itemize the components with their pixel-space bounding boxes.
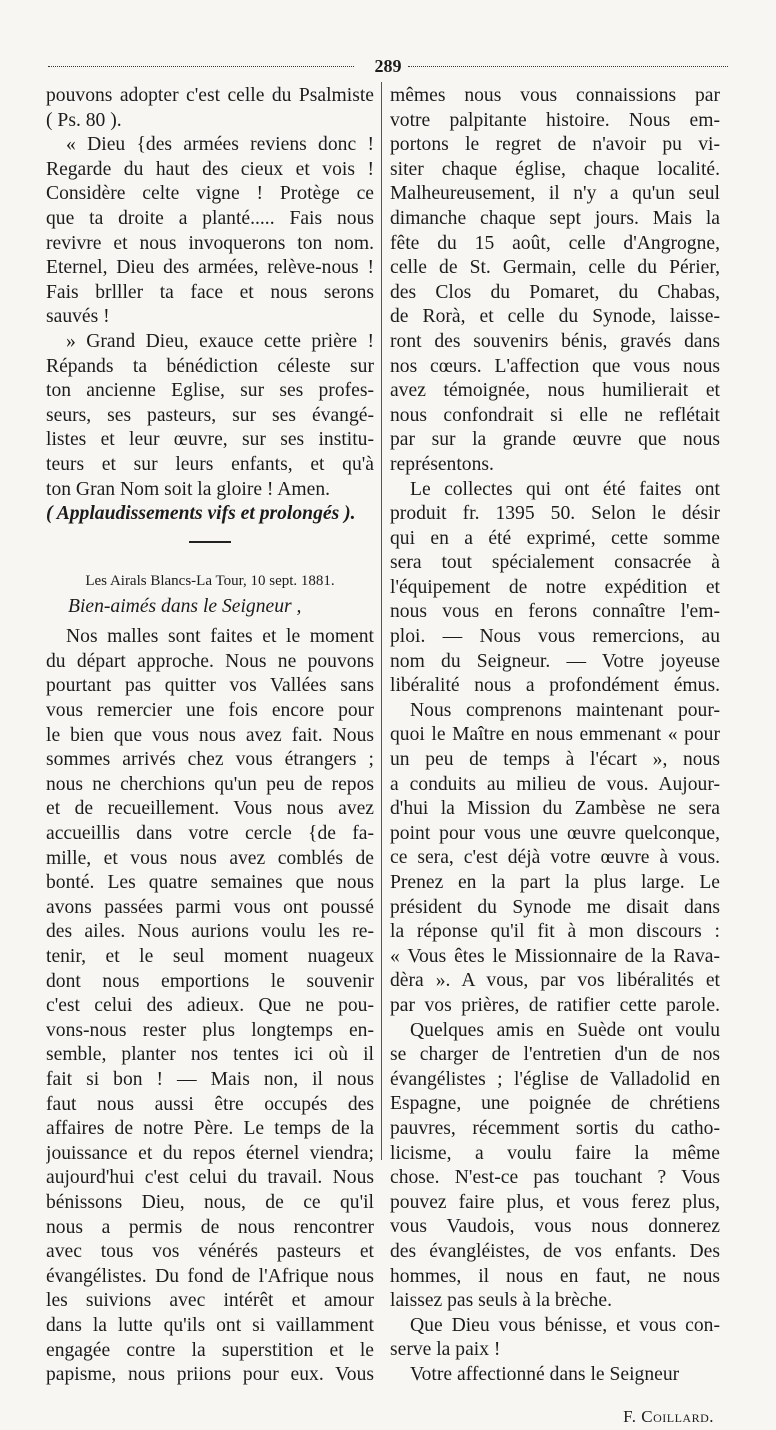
text-line: évangélistes ; l'église de Valladolid en — [390, 1068, 720, 1090]
letter-body-part2 — [390, 84, 720, 1387]
text-line: se charger de l'entretien d'un de nos — [390, 1044, 720, 1066]
text-line: tenir, et le seul moment nuageux — [46, 946, 374, 967]
right-column — [390, 84, 720, 1430]
text-line: les suivions avec intérêt et amour — [46, 1290, 374, 1312]
text-line: nous ne cherchions qu'un peu de repos — [46, 773, 374, 795]
text-line: accueillis dans votre cercle {de fa- — [46, 823, 374, 845]
text-line: nous confondrait si elle ne reflétait — [390, 404, 720, 426]
letter-body-part1 — [46, 625, 374, 1387]
text-line: a conduits au milieu de vous. Aujour- — [390, 773, 720, 795]
text-line: portons le regret de n'avoir pu vi- — [390, 134, 720, 156]
header-rule-left — [48, 66, 354, 68]
text-line: semble, planter nos tentes ici où il — [46, 1044, 374, 1066]
page-header — [48, 56, 728, 78]
text-line: siter chaque église, chaque localité. — [390, 158, 720, 180]
text-line: serve la paix ! — [390, 1339, 501, 1361]
text-line: Malheureusement, il n'y a qu'un seul — [390, 183, 720, 205]
text-line: Que Dieu vous bénisse, et vous con- — [410, 1314, 720, 1336]
page-number: 289 — [374, 56, 402, 76]
text-line: celle de St. Germain, celle du Périer, — [390, 257, 720, 279]
text-line: par sur la grande œuvre que nous — [390, 429, 720, 451]
text-line: président du Synode me disait dans — [390, 896, 720, 918]
text-line: de Rorà, et celle du Synode, laisse- — [390, 306, 720, 328]
text-line: Prenez en la part la plus large. Le — [390, 872, 720, 893]
text-line: Le collectes qui ont été faites ont — [410, 478, 720, 500]
text-line: mêmes nous vous connaissions par — [390, 85, 720, 106]
text-line: la réponse qu'il fit à mon discours : — [390, 921, 720, 943]
text-line: seurs, ses pasteurs, sur ses évangé- — [46, 404, 374, 426]
text-line: du départ approche. Nous ne pouvons — [46, 650, 374, 672]
text-line: que ta droite a planté..... Fais nous — [46, 207, 374, 229]
text-line: Considère celte vigne ! Protège ce — [46, 183, 374, 205]
text-line: ce sera, c'est déjà votre œuvre à vous. — [390, 847, 720, 869]
text-line: votre palpitante histoire. Nous em- — [390, 109, 720, 131]
text-line: le bien que vous nous avez fait. Nous — [46, 724, 374, 746]
text-line: chose. N'est-ce pas touchant ? Vous — [390, 1167, 720, 1189]
text-line: ton Gran Nom soit la gloire ! Amen. — [46, 478, 331, 500]
text-line: un peu de temps à l'écart », nous — [390, 749, 720, 771]
text-line: avons passées parmi vous ont poussé — [46, 896, 374, 918]
text-line: ploi. — Nous vous remercions, au — [390, 626, 720, 648]
text-line: nom du Seigneur. — Votre joyeuse — [390, 650, 720, 672]
text-line: « Dieu {des armées reviens donc ! — [66, 134, 374, 156]
text-line: Fais brlller ta face et nous serons — [46, 281, 374, 303]
text-line: Eternel, Dieu des armées, relève-nous ! — [46, 257, 374, 279]
text-line: pouvez faire plus, et vous ferez plus, — [390, 1191, 720, 1213]
section-separator — [189, 541, 231, 543]
text-line: point pour vous une œuvre quelconque, — [390, 822, 720, 844]
text-line: Regarde du haut des cieux et vois ! — [46, 158, 374, 180]
text-line: dont nous emportions le souvenir — [46, 970, 374, 992]
text-line: papisme, nous priions pour eux. Vous — [46, 1364, 374, 1386]
text-line: c'est celui des adieux. Que ne pou- — [46, 995, 374, 1017]
text-line: libéralité nous a profondément émus. — [390, 675, 720, 697]
text-line: dimanche chaque sept jours. Mais la — [390, 207, 720, 229]
text-line: laissez pas seuls à la brèche. — [390, 1290, 612, 1312]
text-line: représentons. — [390, 453, 494, 475]
text-line: vous Vaudois, vous nous donnerez — [390, 1216, 720, 1238]
text-line: sommes arrivés chez vous étrangers ; — [46, 749, 374, 771]
text-line: fait si bon ! — Mais non, il nous — [46, 1068, 374, 1090]
text-line: par vos prières, de ratifier cette parole. — [390, 994, 720, 1016]
text-line: Quelques amis en Suède ont voulu — [410, 1019, 720, 1041]
text-line: Nous comprenons maintenant pour- — [410, 699, 720, 721]
header-rule-right — [408, 66, 728, 68]
text-line: nos cœurs. L'affection que vous nous — [390, 355, 720, 377]
text-line: des Clos du Pomaret, du Chabas, — [390, 281, 720, 303]
text-line: ( Ps. 80 ). — [46, 109, 122, 131]
text-line: ton ancienne Eglise, sur ses profes- — [46, 380, 374, 402]
text-line: l'équipement de notre expédition et — [390, 576, 720, 598]
text-line: fête du 15 août, celle d'Angrogne, — [390, 232, 720, 254]
text-line: des ailes. Nous aurions voulu les re- — [46, 921, 374, 943]
text-line: teurs et sur leurs enfants, et qu'à — [46, 453, 374, 475]
text-line: pourtant pas quitter vos Vallées sans — [46, 675, 374, 697]
text-line: faut nous aussi être occupés des — [46, 1093, 374, 1115]
text-line: d'hui la Mission du Zambèse ne sera — [390, 798, 720, 820]
left-column — [46, 84, 374, 1388]
text-line: avec tous vos vénérés pasteurs et — [46, 1241, 374, 1263]
text-line: avez témoignée, nous humilierait et — [390, 380, 720, 402]
text-line: mille, et vous nous avez comblés de — [46, 847, 374, 869]
text-line: quoi le Maître en nous emmenant « pour — [390, 724, 720, 746]
signature-name: F. Coillard. — [623, 1407, 714, 1427]
text-line: et de recueillement. Vous nous avez — [46, 798, 374, 820]
letter-signature — [390, 1405, 720, 1430]
text-line: engagée contre la superstition et le — [46, 1339, 374, 1361]
text-line: vous remercier une fois encore pour — [46, 700, 374, 722]
column-divider — [381, 82, 382, 1160]
text-line: Votre affectionné dans le Seigneur — [410, 1363, 680, 1385]
speech-ending — [46, 84, 374, 502]
text-line: dans la lutte qu'ils ont si vaillamment — [46, 1314, 374, 1336]
text-line: jouissance et du repos éternel viendra; — [46, 1142, 374, 1164]
text-line: nous a permis de nous rencontrer — [46, 1216, 374, 1238]
text-line: revivre et nous invoquerons ton nom. — [46, 232, 374, 254]
text-line: licisme, a voulu faire la même — [390, 1142, 720, 1164]
text-line: produit fr. 1395 50. Selon le désir — [390, 503, 720, 525]
text-line: sauvés ! — [46, 306, 110, 328]
text-line: listes et leur œuvre, sur ses institu- — [46, 429, 374, 451]
text-line: dèra ». A vous, par vos libéralités et — [390, 970, 720, 992]
text-line: vons-nous rester plus longtemps en- — [46, 1019, 374, 1041]
text-line: ront des souvenirs bénis, gravés dans — [390, 330, 720, 352]
text-line: qui en a été exprimé, cette somme — [390, 527, 720, 549]
text-line: Répands ta bénédiction céleste sur — [46, 355, 374, 377]
text-line: aujourd'hui c'est celui du travail. Nous — [46, 1167, 374, 1189]
text-line: Nos malles sont faites et le moment — [66, 626, 374, 648]
text-line: « Vous êtes le Missionnaire de la Rava- — [390, 945, 720, 967]
text-line: évangélistes. Du fond de l'Afrique nous — [46, 1265, 374, 1287]
text-line: bénissons Dieu, nous, de ce qu'il — [46, 1191, 374, 1213]
text-line: Espagne, une poignée de chrétiens — [390, 1093, 720, 1115]
text-line: nous vous en ferons connaître l'em- — [390, 601, 720, 623]
text-line: affaires de notre Père. Le temps de la — [46, 1118, 374, 1140]
text-line: des évangléistes, de vos enfants. Des — [390, 1240, 720, 1262]
text-line: » Grand Dieu, exauce cette prière ! — [66, 330, 374, 352]
text-line: hommes, il nous en faut, ne nous — [390, 1265, 720, 1287]
text-line: sera tout spécialement consacrée à — [390, 552, 720, 574]
text-line: pauvres, récemment sortis du catho- — [390, 1117, 720, 1139]
letter-salutation: Bien-aimés dans le Seigneur , — [68, 595, 302, 617]
text-line: bonté. Les quatre semaines que nous — [46, 872, 374, 894]
text-line: pouvons adopter c'est celle du Psalmiste — [46, 85, 374, 106]
applause-note: ( Applaudissements vifs et prolongés ). — [46, 503, 356, 525]
letter-dateline: Les Airals Blancs-La Tour, 10 sept. 1881. — [85, 572, 335, 589]
